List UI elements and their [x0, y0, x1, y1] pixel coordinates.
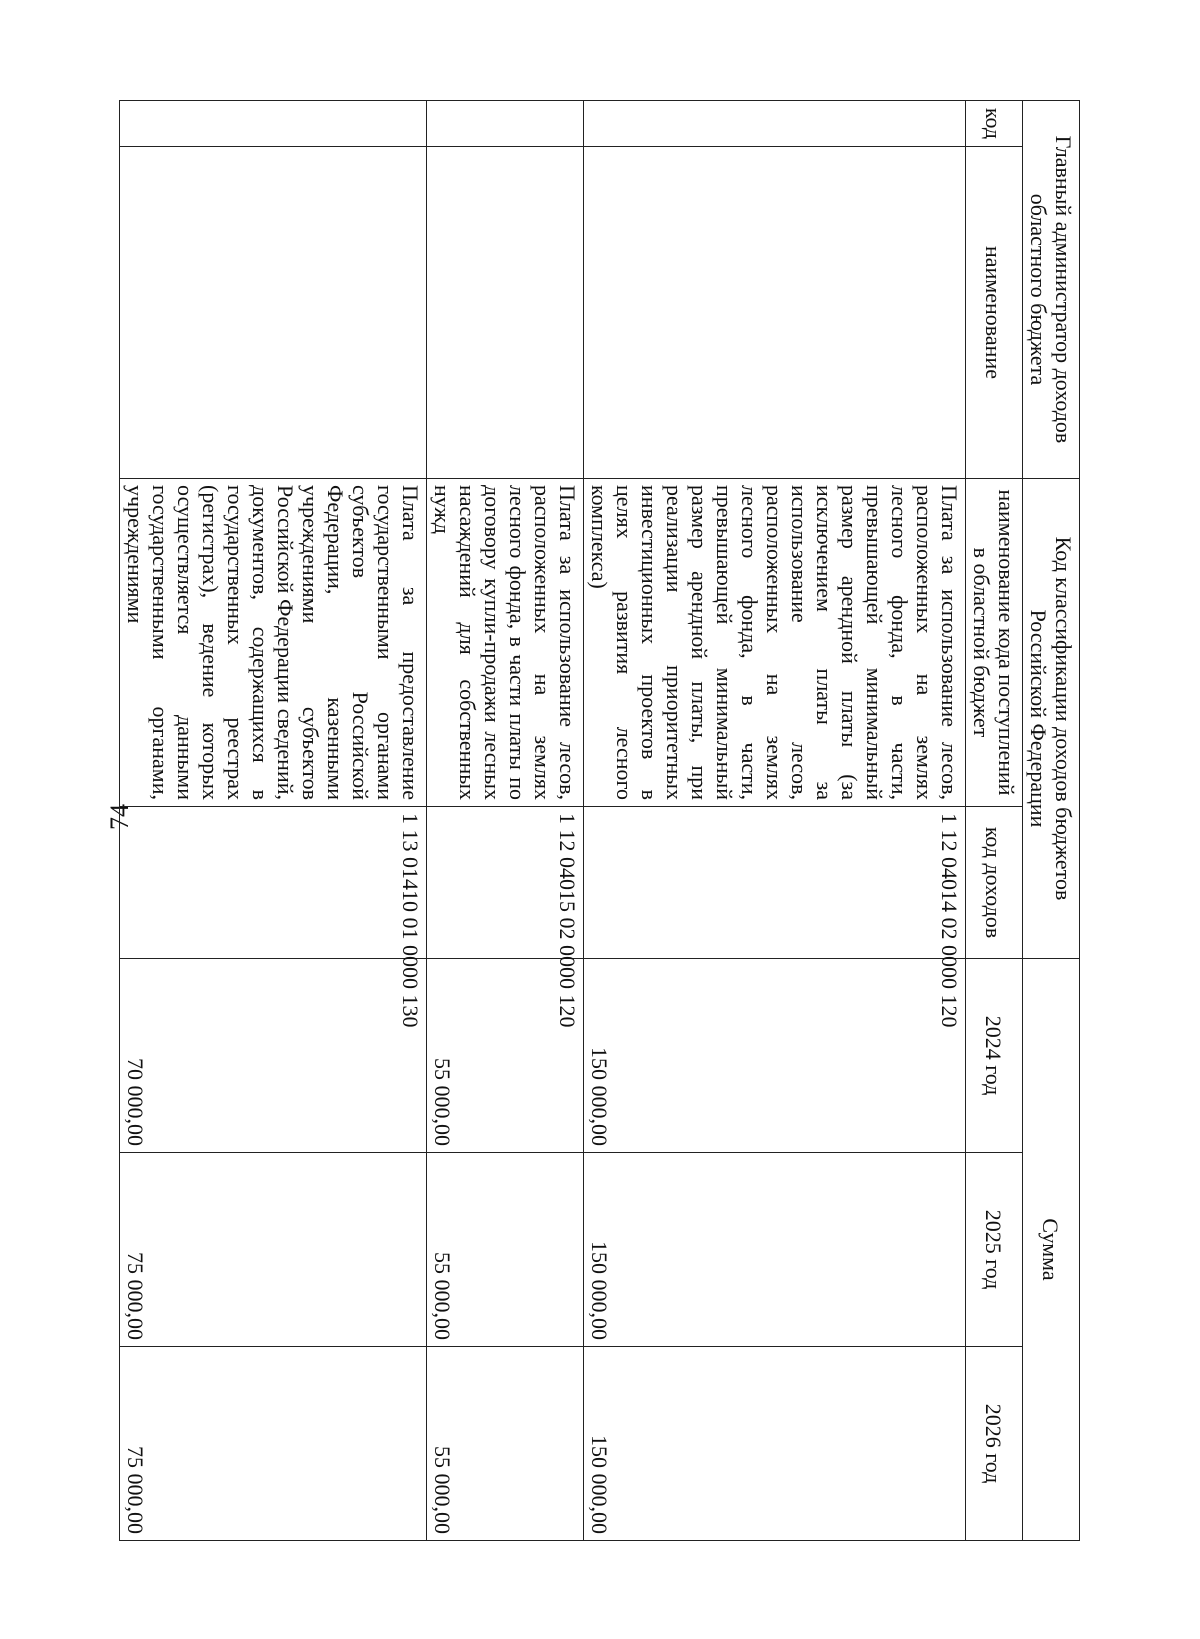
row-description: Плата за предоставление государственными органами субъектов Российской Федерации, казенными учреждениями субъектов Российской Федерации сведений, документов, содержащихся в государственных реестрах (регистрах), ведение которых осуществляется данными государственными органами, учреждениями: [120, 479, 427, 807]
row-description: Плата за использование лесов, расположенных на землях лесного фонда, в части платы по договору купли-продажи лесных насаждений для собственных нужд: [427, 479, 584, 807]
row-sum-2024: 55 000,00: [427, 959, 584, 1153]
admin-name-header: наименование: [966, 147, 1023, 479]
budget-table-container: [123, 100, 1080, 1540]
row-income-code: 1 12 04015 02 0000 120: [427, 807, 584, 959]
admin-group-header: Главный администратор доходов областного бюджета: [1023, 101, 1080, 479]
row-sum-2025: 75 000,00: [120, 1153, 427, 1347]
row-admin-code: [120, 101, 427, 147]
year-2024-header: 2024 год: [966, 959, 1023, 1153]
row-admin-name: [427, 147, 584, 479]
income-code-header: код доходов: [966, 807, 1023, 959]
table-header-row-2: [966, 101, 1023, 1541]
income-name-header: наименование кода поступлений в областной бюджет: [966, 479, 1023, 807]
row-description: Плата за использование лесов, расположенных на землях лесного фонда, в части, превышающей минимальный размер арендной платы (за исключением платы за использование лесов, расположенных на землях лесного фонда, в части, превышающей минимальный размер арендной платы, при реализации приоритетных инвестиционных проектов в целях развития лесного комплекса): [584, 479, 966, 807]
row-sum-2026: 75 000,00: [120, 1347, 427, 1541]
row-admin-code: [427, 101, 584, 147]
budget-table: [119, 100, 1080, 1541]
row-sum-2024: 70 000,00: [120, 959, 427, 1153]
row-sum-2026: 55 000,00: [427, 1347, 584, 1541]
row-income-code: 1 12 04014 02 0000 120: [584, 807, 966, 959]
classification-group-header: Код классификации доходов бюджетов Российской Федерации: [1023, 479, 1080, 959]
sum-group-header: Сумма: [1023, 959, 1080, 1541]
row-sum-2025: 150 000,00: [584, 1153, 966, 1347]
row-admin-code: [584, 101, 966, 147]
table-header-row-1: [1023, 101, 1080, 1541]
table-row: [120, 101, 427, 1541]
admin-code-header: код: [966, 101, 1023, 147]
row-admin-name: [120, 147, 427, 479]
page-number: 74: [105, 804, 134, 830]
table-row: [427, 101, 584, 1541]
row-sum-2025: 55 000,00: [427, 1153, 584, 1347]
row-sum-2026: 150 000,00: [584, 1347, 966, 1541]
row-income-code: 1 13 01410 01 0000 130: [120, 807, 427, 959]
row-admin-name: [584, 147, 966, 479]
year-2025-header: 2025 год: [966, 1153, 1023, 1347]
year-2026-header: 2026 год: [966, 1347, 1023, 1541]
row-sum-2024: 150 000,00: [584, 959, 966, 1153]
table-row: [584, 101, 966, 1541]
